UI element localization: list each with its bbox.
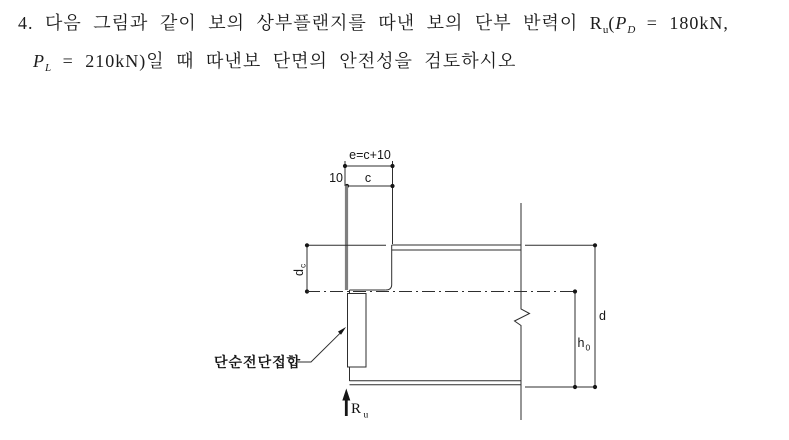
leader-line [296,333,341,362]
dim-dot [390,184,394,188]
dead-load-symbol: P [615,13,628,33]
dim-label-setback-10: 10 [329,171,343,185]
dim-label-d: d [599,309,606,323]
dim-dot [343,164,347,168]
live-load-symbol: P [33,51,45,71]
shear-plate [348,294,367,368]
dead-load-value: = 180kN, [635,13,729,33]
dead-load-subscript: D [627,24,636,36]
problem-line1-text: 4. 다음 그림과 같이 보의 상부플랜지를 따낸 보의 단부 반력이 R [18,13,603,33]
dim-dot [573,385,577,389]
reaction-label-subscript: u [363,410,369,421]
live-load-subscript: L [45,62,52,74]
reaction-arrow-head-icon [342,389,350,401]
dim-dot [573,289,577,293]
dim-label-dc-subscript: c [297,263,308,268]
dim-dot [305,243,309,247]
dim-dot [593,243,597,247]
cope-fillet [386,285,392,291]
paren-open: ( [608,13,616,33]
connection-label: 단순전단접합 [214,354,302,370]
reaction-label-main: R [351,401,362,417]
dim-dot [390,164,394,168]
dim-label-e: e=c+10 [349,148,391,162]
dim-label-h0-main: h [577,336,585,350]
dim-label-dc-main: d [292,269,306,276]
reaction-subscript: u [602,24,609,36]
dim-label-c: c [364,171,372,185]
dim-dot [593,385,597,389]
dim-label-h0-subscript: 0 [585,342,591,353]
live-load-value: = 210kN)일 때 따낸보 단면의 안전성을 검토하시오 [51,51,517,71]
dim-label-dc [292,263,308,276]
